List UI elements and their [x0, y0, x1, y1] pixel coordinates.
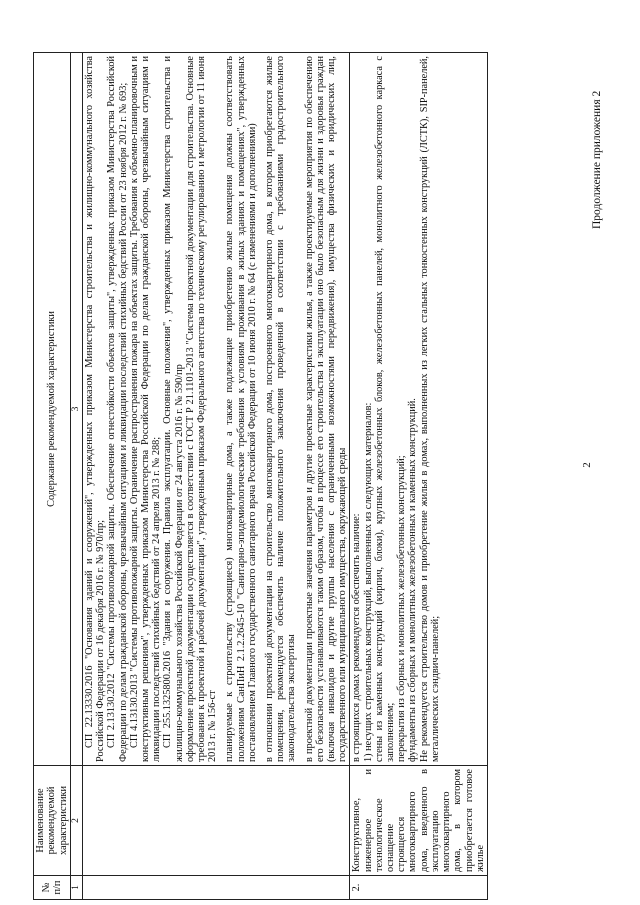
text-block-sanpin: планируемые к строительству (строящиеся) многоквартирные дома, а также подлежащие приобретению жилые помещения должны соответствовать положениям СанПиН 2.1.2.2645-10 "Санитарно-эпидемиологические требования к условиям проживания в жилых зданиях и помещениях", утвержденных постановлением Главного государственного санитарного врача Российской Федерации от 10 июня 2010 г. № 64 (с изменениями и дополнениями) — [224, 56, 258, 762]
row2-num: 2. — [350, 876, 487, 900]
text-block-sp255: СП 255.1325800.2016 "Здания и сооружения. Правила эксплуатации. Основные положения", утвержденных приказом Министерства строительства и жилищно-коммунального хозяйства Российской Федерации от 24 августа 2016 г. № 590/пр — [162, 56, 185, 762]
text-block-sp22: СП 22.13330.2016 "Основания зданий и сооружений", утвержденных приказом Министерства строительства и жилищно-коммунального хозяйства Российской Федерации от 16 декабря 2016 г. № 970/пр; — [84, 56, 107, 762]
characteristics-table — [33, 52, 488, 900]
header-num: № п/п — [34, 876, 71, 900]
header-content: Содержание рекомендуемой характеристики — [34, 53, 71, 766]
table-row — [350, 53, 487, 900]
text-block-gost: оформление проектной документации осуществляется в соответствии с ГОСТ Р 21.1101-2013 "Система проектной документации для строительства. Основные требования к проектной и рабочей документации", утвержденным приказом Федерального агентства по техническому регулированию и метрологии от 11 июня 2013 г. № 156-ст — [184, 56, 219, 762]
row2-name: Конструктивное, инженерное и технологическое оснащение строящегося многоквартирного дома, введенного в эксплуатацию многоквартирного дома, в котором приобретается готовое жилье — [350, 766, 487, 876]
text-block-sp2: СП 2.13130.2012 "Системы противопожарной защиты. Обеспечение огнестойкости объектов защиты", утвержденных приказом Министерства Российской Федерации по делам гражданской обороны, чрезвычайным ситуациям и ликвидации последствий стихийных бедствий России от 23 ноября 2012 г. № 693; — [106, 56, 129, 762]
continuation-heading: Продолжение приложения 2 — [591, 90, 603, 229]
page-number: 2 — [581, 462, 593, 468]
table-header-row — [34, 53, 71, 900]
text-block-sp4: СП 4.13130.2013 "Системы противопожарной защиты. Ограничение распространения пожара на объектах защиты. Требования к объемно-планировочным и конструктивным решениям", утвержденных приказом Министерства Российской Федерации по делам гражданской обороны, чрезвычайным ситуациям и ликвидации последствий стихийных бедствий от 24 апреля 2013 г. № 288; — [128, 56, 163, 762]
col-number-1: 1 — [71, 876, 83, 900]
text-block-safety: в проектной документации проектные значения параметров и другие проектные характеристики жилья, а также проектируемые мероприятия по обеспечению его безопасности устанавливаются таким образом, чтобы в процессе его строительства и эксплуатации оно было безопасным для жизни и здоровья граждан (включая инвалидов и другие группы населения с ограниченными возможностями передвижения), имущества физических и юридических лиц, государственного или муниципального имущества, окружающей среды — [303, 56, 349, 762]
header-name: Наименование рекомендуемой характеристики — [34, 766, 71, 876]
table-row — [83, 53, 350, 900]
row1-num — [83, 876, 350, 900]
row1-content — [83, 53, 350, 766]
col-number-3: 3 — [71, 53, 83, 766]
row1-name — [83, 766, 350, 876]
col-number-2: 2 — [71, 766, 83, 876]
column-numbers-row — [71, 53, 83, 900]
row2-content: в строящихся домах рекомендуется обеспечить наличие: 1) несущих строительных конструкций, выполненных из следующих материалов: стены из каменных конструкций (кирпич, блоки), крупных железобетонных блоков, железобетонных панелей, монолитного железобетонного каркаса с заполнением; перекрытия из сборных и монолитных железобетонных конструкций; фундаменты из сборных и монолитных железобетонных и каменных конструкций. Не рекомендуется строительство домов и приобретение жилья в домах, выполненных из легких стальных тонкостенных конструкций (ЛСТК), SIP-панелей, металлических сэндвич-панелей; — [350, 53, 487, 766]
text-block-expertise: в отношении проектной документации на строительство многоквартирного дома, построенного многоквартирного дома, в котором приобретаются жилые помещения, рекомендуется обеспечить наличие положительного заключения проведенной в соответствии с требованиями градостроительного законодательства экспертизы — [264, 56, 298, 762]
